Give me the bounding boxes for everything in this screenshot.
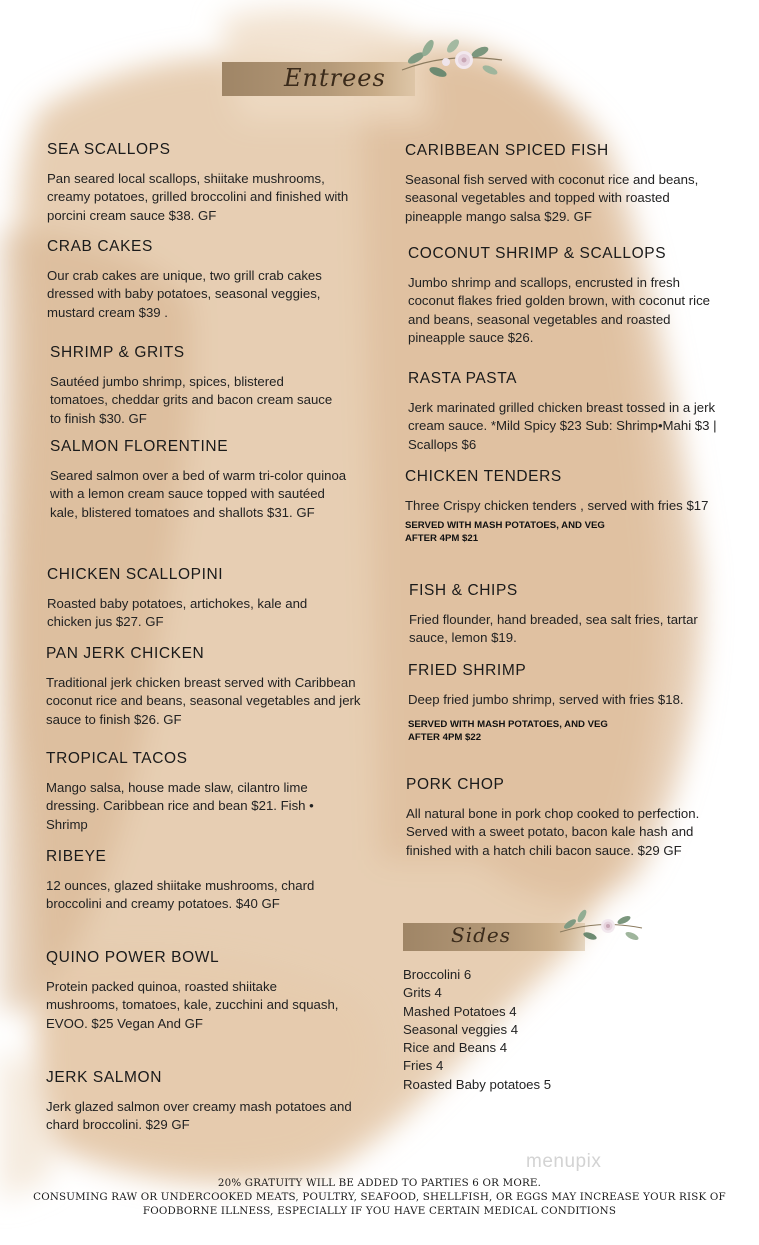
floral-sprig-icon <box>556 902 646 952</box>
side-item: Broccolini 6 <box>403 967 472 982</box>
item-name: SALMON FLORENTINE <box>50 438 229 455</box>
item-name: CHICKEN SCALLOPINI <box>47 566 224 583</box>
item-name: TROPICAL TACOS <box>46 750 188 767</box>
menu-item-fish-chips <box>409 582 709 648</box>
menu-item-quino-power-bowl <box>46 949 346 1033</box>
menu-item-crab-cakes <box>47 238 347 322</box>
item-name: CARIBBEAN SPICED FISH <box>405 142 609 159</box>
menu-item-fried-shrimp <box>408 662 708 744</box>
item-description: Seasonal fish served with coconut rice and beans, seasonal vegetables and topped with roasted pineapple mango salsa $29. GF <box>405 172 699 224</box>
menu-item-sea-scallops <box>47 141 367 225</box>
item-description: Fried flounder, hand breaded, sea salt fries, tartar sauce, lemon $19. <box>409 612 698 646</box>
item-name: COCONUT SHRIMP & SCALLOPS <box>408 245 667 262</box>
floral-sprig-icon <box>398 30 508 90</box>
item-description: 12 ounces, glazed shiitake mushrooms, chard broccolini and creamy potatoes. $40 GF <box>46 878 315 912</box>
item-name: RASTA PASTA <box>408 370 518 387</box>
item-evening-note: SERVED WITH MASH POTATOES, AND VEG AFTER 4PM $22 <box>408 719 608 743</box>
item-description: Jumbo shrimp and scallops, encrusted in fresh coconut flakes fried golden brown, with coconut rice and beans, seasonal vegetables and roasted pineapple sauce $26. <box>408 275 711 345</box>
item-description: Sautéed jumbo shrimp, spices, blistered tomatoes, cheddar grits and bacon cream sauce to finish $30. GF <box>50 374 333 426</box>
item-description: Deep fried jumbo shrimp, served with fries $18. <box>408 692 684 707</box>
item-description: Three Crispy chicken tenders , served with fries $17 <box>405 498 709 513</box>
item-name: SHRIMP & GRITS <box>50 344 185 361</box>
item-name: QUINO POWER BOWL <box>46 949 220 966</box>
item-name: PAN JERK CHICKEN <box>46 645 205 662</box>
sides-heading: Sides <box>451 923 511 947</box>
item-description: Traditional jerk chicken breast served with Caribbean coconut rice and beans, seasonal vegetables and jerk sauce to finish $26. GF <box>46 675 361 727</box>
item-description: Our crab cakes are unique, two grill crab cakes dressed with baby potatoes, seasonal veggies, mustard cream $39 . <box>47 268 322 320</box>
item-name: FRIED SHRIMP <box>408 662 527 679</box>
item-name: CHICKEN TENDERS <box>405 468 562 485</box>
item-name: RIBEYE <box>46 848 107 865</box>
item-description: Seared salmon over a bed of warm tri-color quinoa with a lemon cream sauce topped with sautéed kale, blistered tomatoes and shallots $31. GF <box>50 468 347 520</box>
item-evening-note: SERVED WITH MASH POTATOES, AND VEG AFTER 4PM $21 <box>405 520 605 544</box>
side-item: Rice and Beans 4 <box>403 1040 508 1056</box>
menu-item-chicken-scallopini <box>47 566 337 632</box>
side-item: Roasted Baby potatoes 5 <box>403 1076 552 1092</box>
menu-item-rasta-pasta <box>408 370 733 454</box>
menu-item-shrimp-grits <box>50 344 340 428</box>
menu-item-tropical-tacos <box>46 750 356 834</box>
item-description: Jerk marinated grilled chicken breast tossed in a jerk cream sauce. *Mild Spicy $23 Sub: Shrimp•Mahi $3 | Scallops $6 <box>408 400 717 452</box>
footer-disclaimer <box>0 1176 759 1218</box>
item-name: JERK SALMON <box>46 1069 162 1086</box>
entrees-heading: Entrees <box>284 64 386 92</box>
menu-item-coconut-shrimp-scallops <box>408 245 728 347</box>
menu-item-jerk-salmon <box>46 1069 366 1135</box>
sides-list <box>403 966 551 1094</box>
side-item: Mashed Potatoes 4 <box>403 1003 517 1019</box>
item-name: FISH & CHIPS <box>409 582 518 599</box>
menu-item-ribeye <box>46 848 336 914</box>
side-item: Grits 4 <box>403 985 442 1001</box>
menu-item-salmon-florentine <box>50 438 350 522</box>
menu-item-pork-chop <box>406 776 726 860</box>
item-description: Roasted baby potatoes, artichokes, kale and chicken jus $27. GF <box>47 596 308 630</box>
item-description: All natural bone in pork chop cooked to perfection. Served with a sweet potato, bacon kale hash and finished with a hatch chili bacon sauce. $29 GF <box>406 806 700 858</box>
menu-item-chicken-tenders <box>405 468 725 545</box>
item-name: CRAB CAKES <box>47 238 153 255</box>
item-description: Protein packed quinoa, roasted shiitake mushrooms, tomatoes, kale, zucchini and squash, EVOO. $25 Vegan And GF <box>46 979 339 1031</box>
item-name: SEA SCALLOPS <box>47 141 171 158</box>
menu-item-pan-jerk-chicken <box>46 645 366 729</box>
side-item: Seasonal veggies 4 <box>403 1021 519 1037</box>
item-description: Jerk glazed salmon over creamy mash potatoes and chard broccolini. $29 GF <box>46 1099 352 1133</box>
item-description: Pan seared local scallops, shiitake mushrooms, creamy potatoes, grilled broccolini and finished with porcini cream sauce $38. GF <box>47 171 349 223</box>
item-name: PORK CHOP <box>406 776 505 793</box>
item-description: Mango salsa, house made slaw, cilantro lime dressing. Caribbean rice and bean $21. Fish • Shrimp <box>46 780 314 832</box>
side-item: Fries 4 <box>403 1058 444 1074</box>
consumption-warning-line-2: FOODBORNE ILLNESS, ESPECIALLY IF YOU HAVE CERTAIN MEDICAL CONDITIONS <box>142 1205 617 1217</box>
consumption-warning-line-1: CONSUMING RAW OR UNDERCOOKED MEATS, POULTRY, SEAFOOD, SHELLFISH, OR EGGS MAY INCREASE YOUR RISK OF <box>33 1191 726 1203</box>
menupix-watermark: menupix <box>526 1151 602 1172</box>
menu-item-caribbean-spiced-fish <box>405 142 725 226</box>
gratuity-notice: 20% GRATUITY WILL BE ADDED TO PARTIES 6 OR MORE. <box>217 1177 542 1189</box>
